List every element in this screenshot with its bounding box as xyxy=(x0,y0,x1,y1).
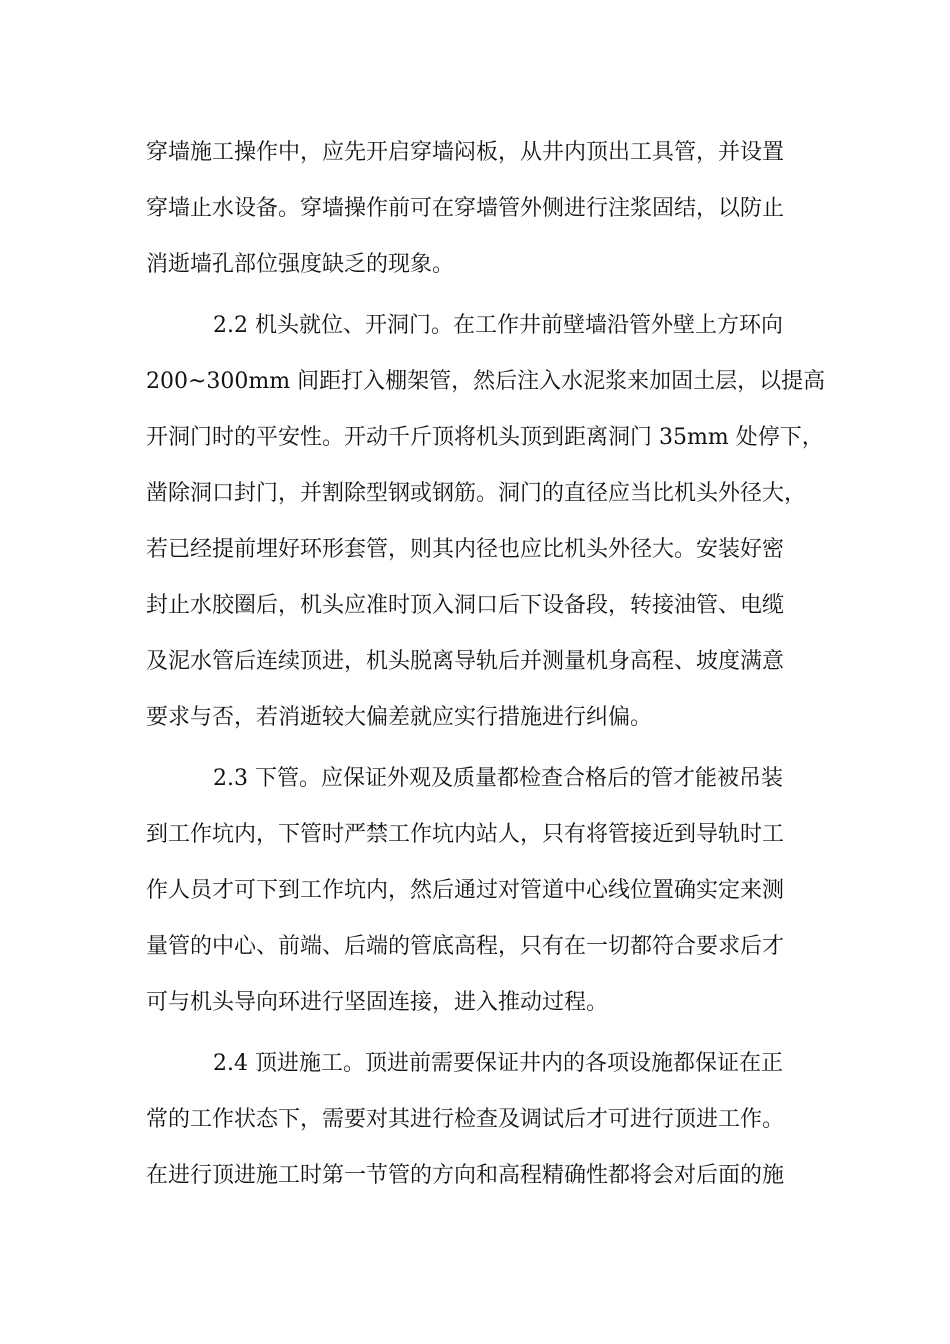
section-heading-line: 2.4 顶进施工。顶进前需要保证井内的各项设施都保证在正 xyxy=(213,1051,783,1076)
text-line: 200~300mm 间距打入棚架管，然后注入水泥浆来加固土层，以提高 xyxy=(146,369,826,394)
text-line: 常的工作状态下，需要对其进行检查及调试后才可进行顶进工作。 xyxy=(146,1107,785,1132)
text-line: 穿墙施工操作中，应先开启穿墙闷板，从井内顶出工具管，并设置 xyxy=(146,140,785,165)
section-heading-line: 2.3 下管。应保证外观及质量都检查合格后的管才能被吊装 xyxy=(213,766,783,791)
text-line: 可与机头导向环进行坚固连接，进入推动过程。 xyxy=(146,990,609,1015)
text-line: 及泥水管后连续顶进，机头脱离导轨后并测量机身高程、坡度满意 xyxy=(146,649,785,674)
text-line: 凿除洞口封门，并割除型钢或钢筋。洞门的直径应当比机头外径大， xyxy=(146,481,807,506)
section-heading-line: 2.2 机头就位、开洞门。在工作井前壁墙沿管外壁上方环向 xyxy=(213,313,783,338)
text-line: 在进行顶进施工时第一节管的方向和高程精确性都将会对后面的施 xyxy=(146,1163,785,1188)
text-line: 开洞门时的平安性。开动千斤顶将机头顶到距离洞门 35mm 处停下， xyxy=(146,425,824,450)
text-line: 量管的中心、前端、后端的管底高程，只有在一切都符合要求后才 xyxy=(146,934,785,959)
text-line: 消逝墙孔部位强度缺乏的现象。 xyxy=(146,252,455,277)
text-line: 到工作坑内，下管时严禁工作坑内站人，只有将管接近到导轨时工 xyxy=(146,822,785,847)
text-line: 作人员才可下到工作坑内，然后通过对管道中心线位置确实定来测 xyxy=(146,878,785,903)
text-line: 要求与否，若消逝较大偏差就应实行措施进行纠偏。 xyxy=(146,705,653,730)
text-line: 封止水胶圈后，机头应准时顶入洞口后下设备段，转接油管、电缆 xyxy=(146,593,785,618)
text-line: 若已经提前埋好环形套管，则其内径也应比机头外径大。安装好密 xyxy=(146,537,785,562)
text-line: 穿墙止水设备。穿墙操作前可在穿墙管外侧进行注浆固结，以防止 xyxy=(146,196,785,221)
